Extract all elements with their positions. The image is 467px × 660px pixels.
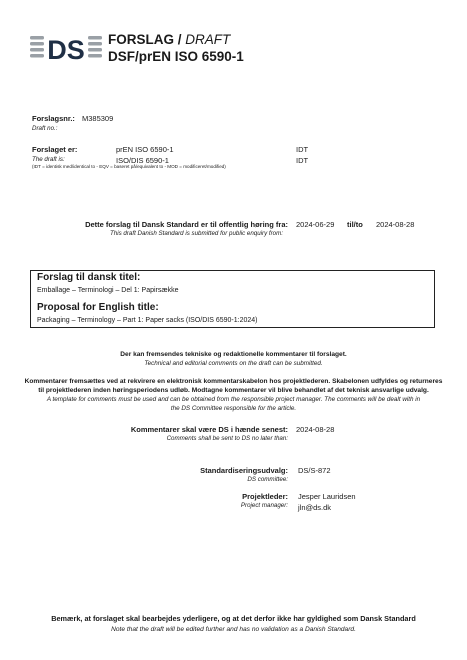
- forslagsnr-label-en: Draft no.:: [32, 125, 58, 132]
- hoering-to-label: til/to: [347, 220, 363, 229]
- deadline-label-en: Comments shall be sent to DS no later than:: [166, 435, 288, 442]
- ds-logo: [30, 32, 102, 64]
- comments-line2-en-b: the DS Committee responsible for the article.: [170, 405, 297, 412]
- en-title: Packaging – Terminology – Part 1: Paper sacks (ISO/DIS 6590-1:2024): [37, 317, 258, 324]
- comments-line2-dk-a: Kommentarer fremsættes ved at rekvirere en elektronisk kommentarskabelon hos projektlederen. Skabelonen udfyldes og returneres: [24, 378, 443, 385]
- footer-note-en: Note that the draft will be edited further and has no validation as a Danish Standard.: [111, 626, 356, 633]
- committee-value: DS/S-872: [298, 466, 331, 475]
- page-title: [108, 32, 230, 47]
- forslagsnr-value: M385309: [82, 114, 114, 123]
- forslaget-label-en: The draft is:: [32, 156, 65, 163]
- forslaget-label: Forslaget er:: [32, 145, 78, 154]
- manager-email[interactable]: jln@ds.dk: [298, 503, 332, 512]
- en-title-heading: Proposal for English title:: [37, 302, 159, 313]
- committee-label: Standardiseringsudvalg:: [200, 466, 288, 475]
- hoering-label-en: This draft Danish Standard is submitted for public enquiry from:: [110, 230, 283, 237]
- forslaget-rel-2: IDT: [296, 156, 309, 165]
- manager-label: Projektleder:: [242, 492, 288, 501]
- title-draft: DRAFT: [185, 32, 231, 47]
- comments-line2-en-a: A template for comments must be used and can be obtained from the responsible project manager. The comments will be dealt with in: [46, 396, 421, 403]
- forslaget-rel-1: IDT: [296, 145, 309, 154]
- comments-line1-dk: Der kan fremsendes tekniske og redaktionelle kommentarer til forslaget.: [120, 351, 347, 358]
- manager-label-en: Project manager:: [240, 502, 288, 509]
- forslaget-std-1: prEN ISO 6590-1: [116, 145, 174, 154]
- hoering-from: 2024-06-29: [296, 220, 335, 229]
- forslaget-legend: (IDT = identisk med/identical to - EQV = baseret på/equivalent to - MOD = modificeret/modified): [32, 164, 226, 169]
- deadline-label: Kommentarer skal være DS i hænde senest:: [130, 425, 288, 434]
- forslagsnr-label: Forslagsnr.:: [32, 114, 75, 123]
- comments-line2-dk-b: til projektlederen inden høringsperiodens udløb. Modtagne kommentarer vil blive behandlet af det teknisk ansvarlige udvalg.: [38, 387, 429, 394]
- comments-line1-en: Technical and editorial comments on the draft can be submitted.: [144, 360, 323, 367]
- deadline-value: 2024-08-28: [296, 425, 335, 434]
- standard-title: DSF/prEN ISO 6590-1: [108, 49, 244, 64]
- hoering-to: 2024-08-28: [376, 220, 415, 229]
- dk-title: Emballage – Terminologi – Del 1: Papirsække: [37, 287, 179, 294]
- forslaget-std-2: ISO/DIS 6590-1: [116, 156, 169, 165]
- committee-label-en: DS committee:: [247, 476, 288, 483]
- logo-text: DS: [47, 35, 85, 64]
- footer-note-dk: Bemærk, at forslaget skal bearbejdes yderligere, og at det derfor ikke har gyldighed som Dansk Standard: [51, 614, 416, 623]
- manager-name: Jesper Lauridsen: [298, 492, 356, 501]
- dk-title-heading: Forslag til dansk titel:: [37, 272, 141, 283]
- title-forslag: FORSLAG /: [108, 32, 186, 47]
- hoering-label: Dette forslag til Dansk Standard er til offentlig høring fra:: [85, 220, 288, 229]
